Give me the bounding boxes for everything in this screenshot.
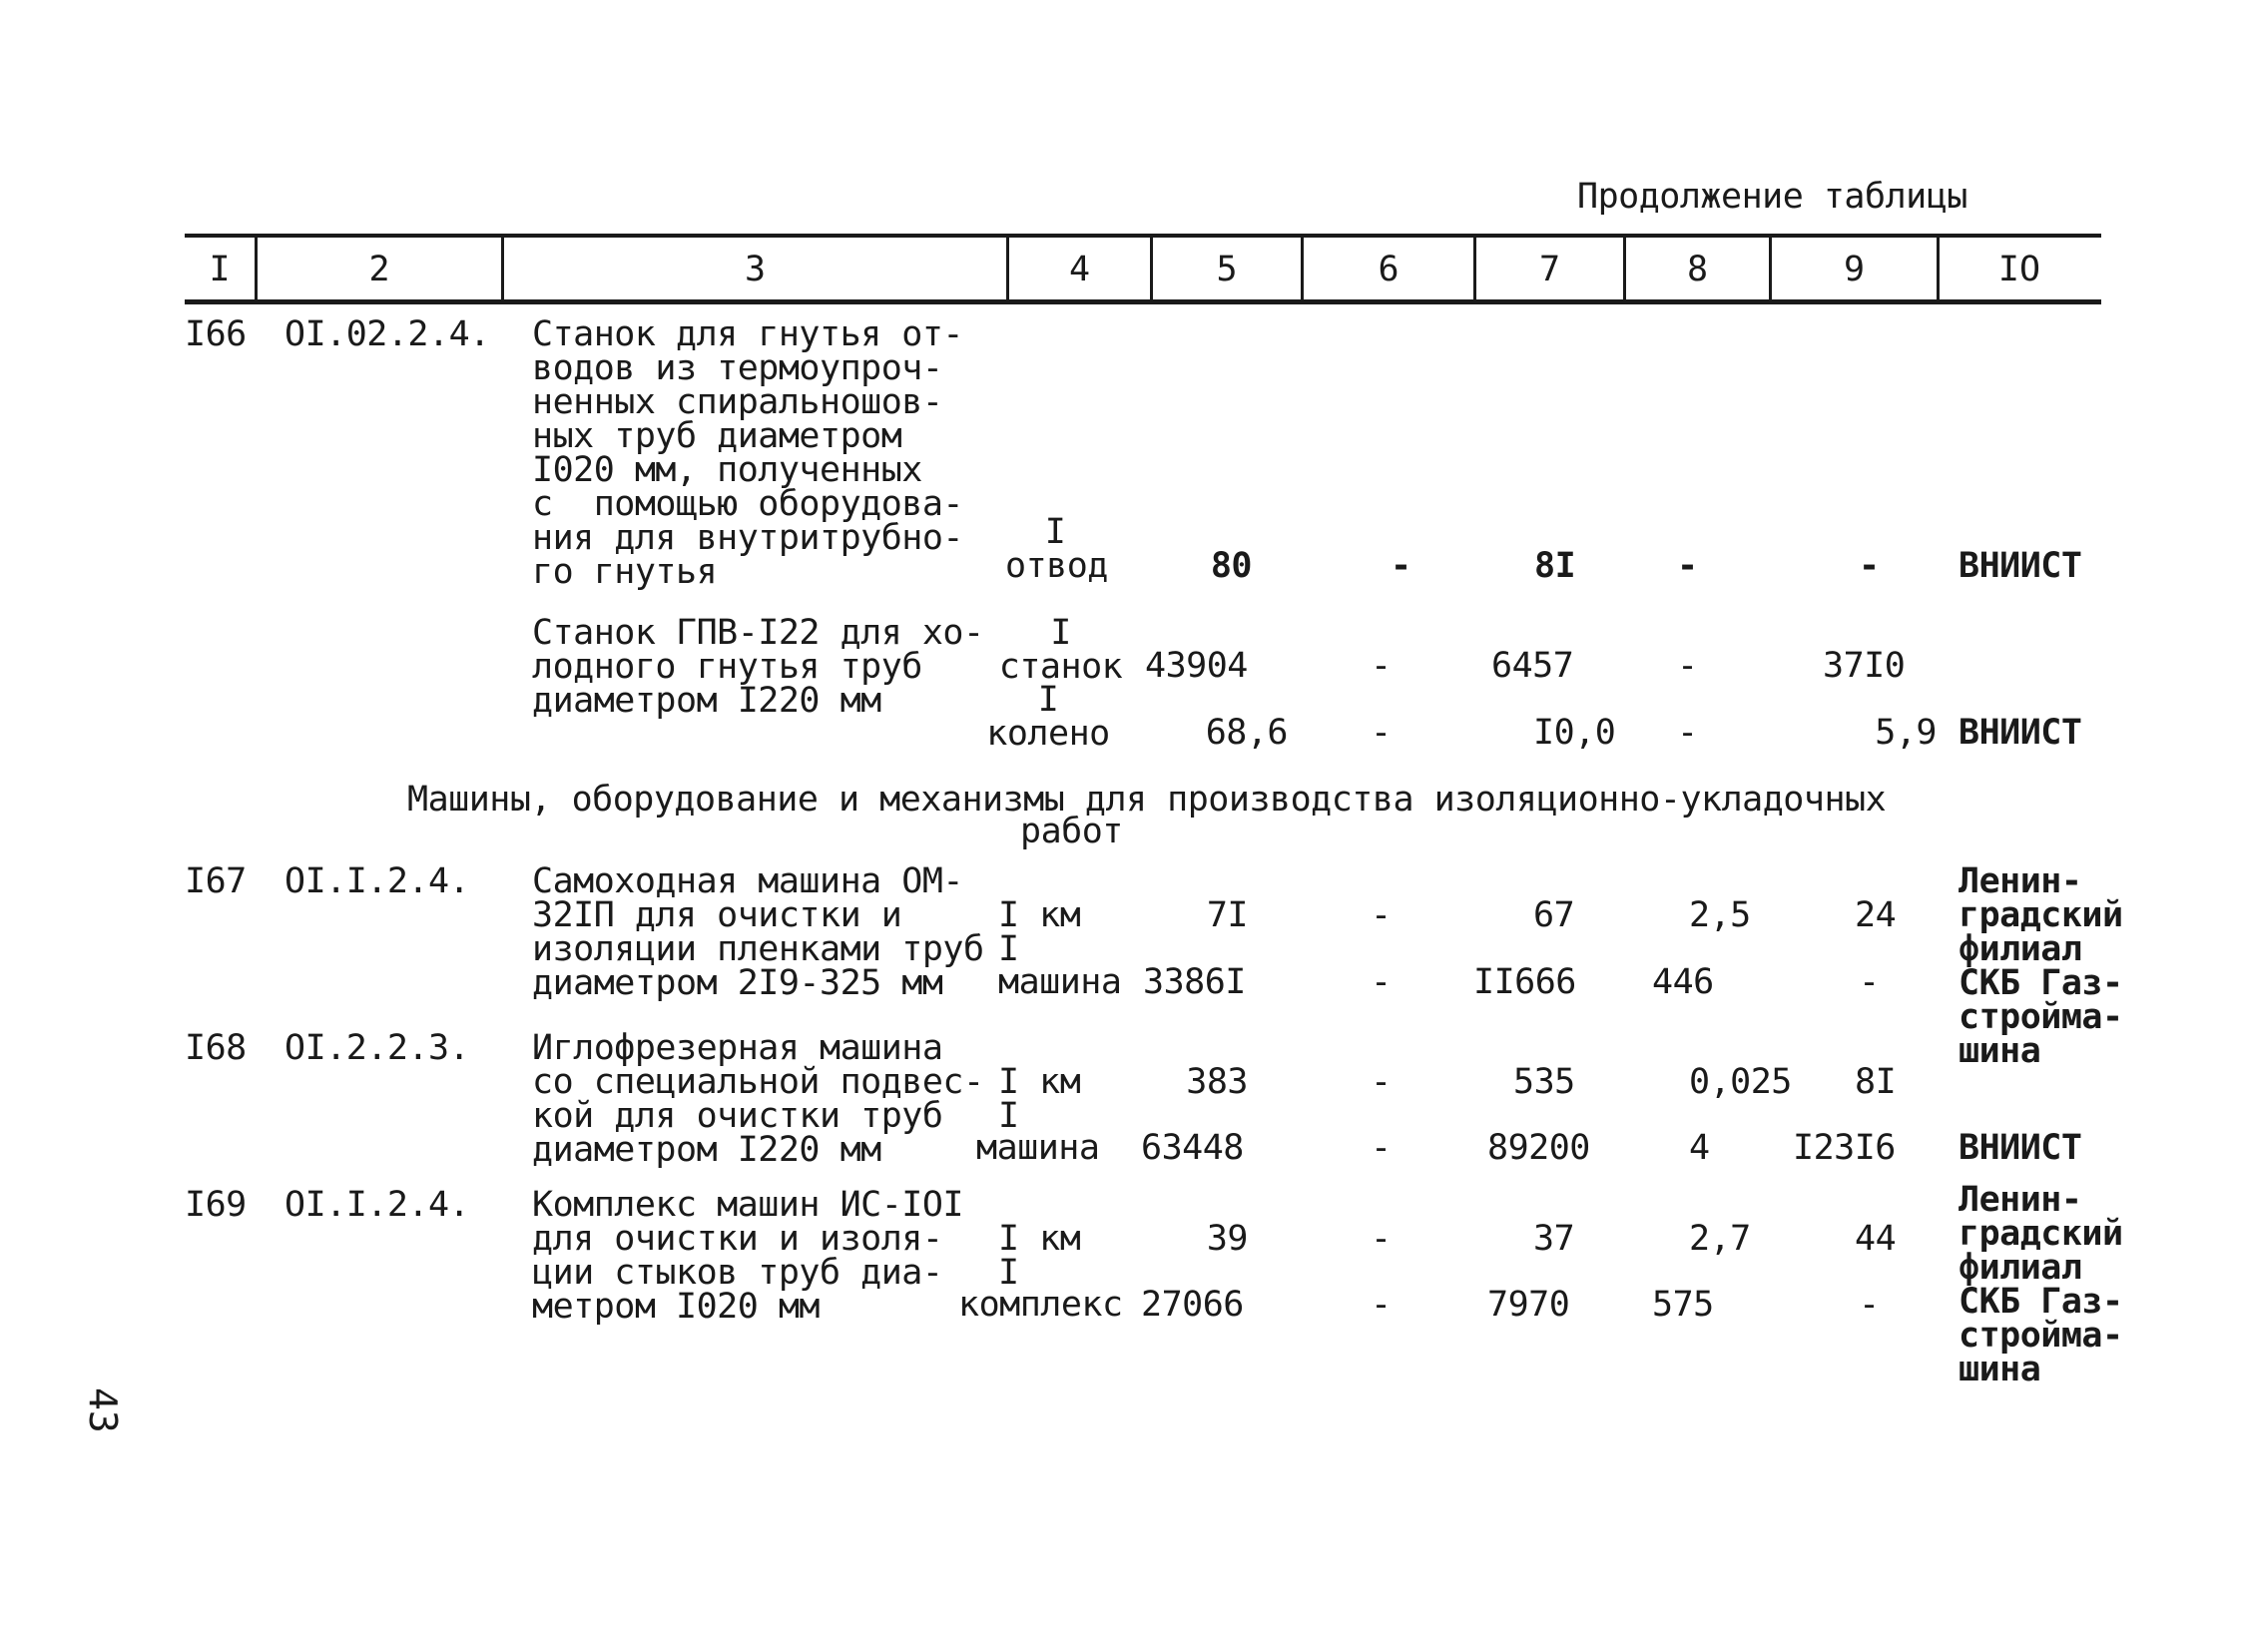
header-bottom-rule <box>185 299 2101 304</box>
row-c8: - <box>1677 646 1698 686</box>
row-unit: машина <box>998 962 1122 1002</box>
row-c6: - <box>1371 646 1392 686</box>
header-top-rule <box>185 234 2101 238</box>
row-description: Самоходная машина ОМ- 32IП для очистки и изоляции пленками труб диаметром 2I9-325 мм <box>532 861 984 1003</box>
row-unit: I отвод <box>1005 512 1108 586</box>
row-c9: - <box>1859 962 1880 1002</box>
row-code: OI.I.2.4. <box>284 861 470 901</box>
row-c7: 8I <box>1534 546 1576 586</box>
row-unit: I км I <box>998 1062 1081 1136</box>
page-number: 43 <box>81 1387 125 1433</box>
row-c7: 89200 <box>1487 1128 1590 1168</box>
row-c9: 44 <box>1855 1219 1897 1259</box>
col-header-2: 2 <box>368 250 390 289</box>
row-c9: 24 <box>1855 895 1897 935</box>
row-c5: 68,6 <box>1205 713 1288 753</box>
row-c10: ВНИИСТ <box>1959 1128 2082 1168</box>
row-c5: 39 <box>1206 1219 1248 1259</box>
section-title-continued: работ <box>1020 812 1123 851</box>
row-c8: 0,025 <box>1689 1062 1792 1102</box>
row-c7: 7970 <box>1487 1285 1570 1325</box>
row-c7: 67 <box>1533 895 1575 935</box>
row-unit: комплекс <box>958 1285 1123 1325</box>
row-c8: 2,5 <box>1689 895 1751 935</box>
row-c7: I0,0 <box>1533 713 1616 753</box>
row-unit: I станок <box>998 613 1123 687</box>
row-description: Иглофрезерная машина со специальной подвес- кой для очистки труб диаметром I220 мм <box>532 1028 984 1170</box>
row-c9: - <box>1859 546 1880 586</box>
row-c8: - <box>1677 546 1698 586</box>
col-header-7: 7 <box>1538 250 1561 289</box>
row-c10: ВНИИСТ <box>1959 546 2082 586</box>
col-header-6: 6 <box>1378 250 1400 289</box>
row-c9: I23I6 <box>1793 1128 1896 1168</box>
row-c7: 37 <box>1533 1219 1575 1259</box>
row-number: I68 <box>185 1028 247 1068</box>
section-title: Машины, оборудование и механизмы для производства изоляционно-укладочных <box>407 780 1887 820</box>
row-c6: - <box>1371 1062 1392 1102</box>
row-c6: - <box>1371 895 1392 935</box>
row-c8: 575 <box>1652 1285 1714 1325</box>
row-c8: 2,7 <box>1689 1219 1751 1259</box>
row-c5: 3386I <box>1143 962 1246 1002</box>
row-number: I67 <box>185 861 247 901</box>
row-c10: Ленин- градский филиал СКБ Газ- стройма- шина <box>1959 1180 2123 1389</box>
col-header-8: 8 <box>1686 250 1709 289</box>
row-unit: I км I <box>998 895 1081 969</box>
row-c6: - <box>1371 1219 1392 1259</box>
row-code: OI.I.2.4. <box>284 1185 470 1225</box>
row-c8: 446 <box>1652 962 1714 1002</box>
row-c7: II666 <box>1473 962 1576 1002</box>
row-c7: 535 <box>1513 1062 1575 1102</box>
col-header-3: 3 <box>744 250 767 289</box>
row-c5: 7I <box>1206 895 1248 935</box>
row-description: Комплекс машин ИС-IOI для очистки и изоля- ции стыков труб диа- метром I020 мм <box>532 1185 964 1327</box>
row-c10: Ленин- градский филиал СКБ Газ- стройма- шина <box>1959 861 2123 1071</box>
row-c5: 80 <box>1210 546 1252 586</box>
col-header-5: 5 <box>1216 250 1238 289</box>
row-description: Станок для гнутья от- водов из термоупроч- ненных спиральношов- ных труб диаметром I020 мм, полученных с помощью оборудова- ния для внутритрубно- го гнутья <box>532 314 964 592</box>
row-c10: ВНИИСТ <box>1959 713 2082 753</box>
row-c9: 5,9 <box>1875 713 1937 753</box>
row-c9: - <box>1859 1285 1880 1325</box>
row-unit: I км I <box>998 1219 1081 1293</box>
row-c7: 6457 <box>1491 646 1574 686</box>
col-header-10: IO <box>1997 250 2041 289</box>
table-caption: Продолжение таблицы <box>1577 177 1967 217</box>
row-unit: I колено <box>986 680 1110 754</box>
row-c5: 63448 <box>1141 1128 1244 1168</box>
row-code: OI.02.2.4. <box>284 314 490 354</box>
row-description: Станок ГПВ-I22 для хо- лодного гнутья труб диаметром I220 мм <box>532 613 984 721</box>
col-header-4: 4 <box>1068 250 1091 289</box>
row-number: I66 <box>185 314 247 354</box>
row-number: I69 <box>185 1185 247 1225</box>
row-c8: - <box>1677 713 1698 753</box>
row-c5: 383 <box>1186 1062 1248 1102</box>
row-c6: - <box>1371 962 1392 1002</box>
row-c9: 37I0 <box>1823 646 1906 686</box>
row-c6: - <box>1371 1285 1392 1325</box>
row-c5: 43904 <box>1145 646 1248 686</box>
row-unit: машина <box>976 1128 1100 1168</box>
row-c6: - <box>1391 546 1411 586</box>
col-header-1: I <box>209 250 231 289</box>
row-code: OI.2.2.3. <box>284 1028 470 1068</box>
row-c8: 4 <box>1689 1128 1710 1168</box>
row-c6: - <box>1371 713 1392 753</box>
col-header-9: 9 <box>1843 250 1866 289</box>
row-c6: - <box>1371 1128 1392 1168</box>
row-c9: 8I <box>1855 1062 1897 1102</box>
row-c5: 27066 <box>1141 1285 1244 1325</box>
